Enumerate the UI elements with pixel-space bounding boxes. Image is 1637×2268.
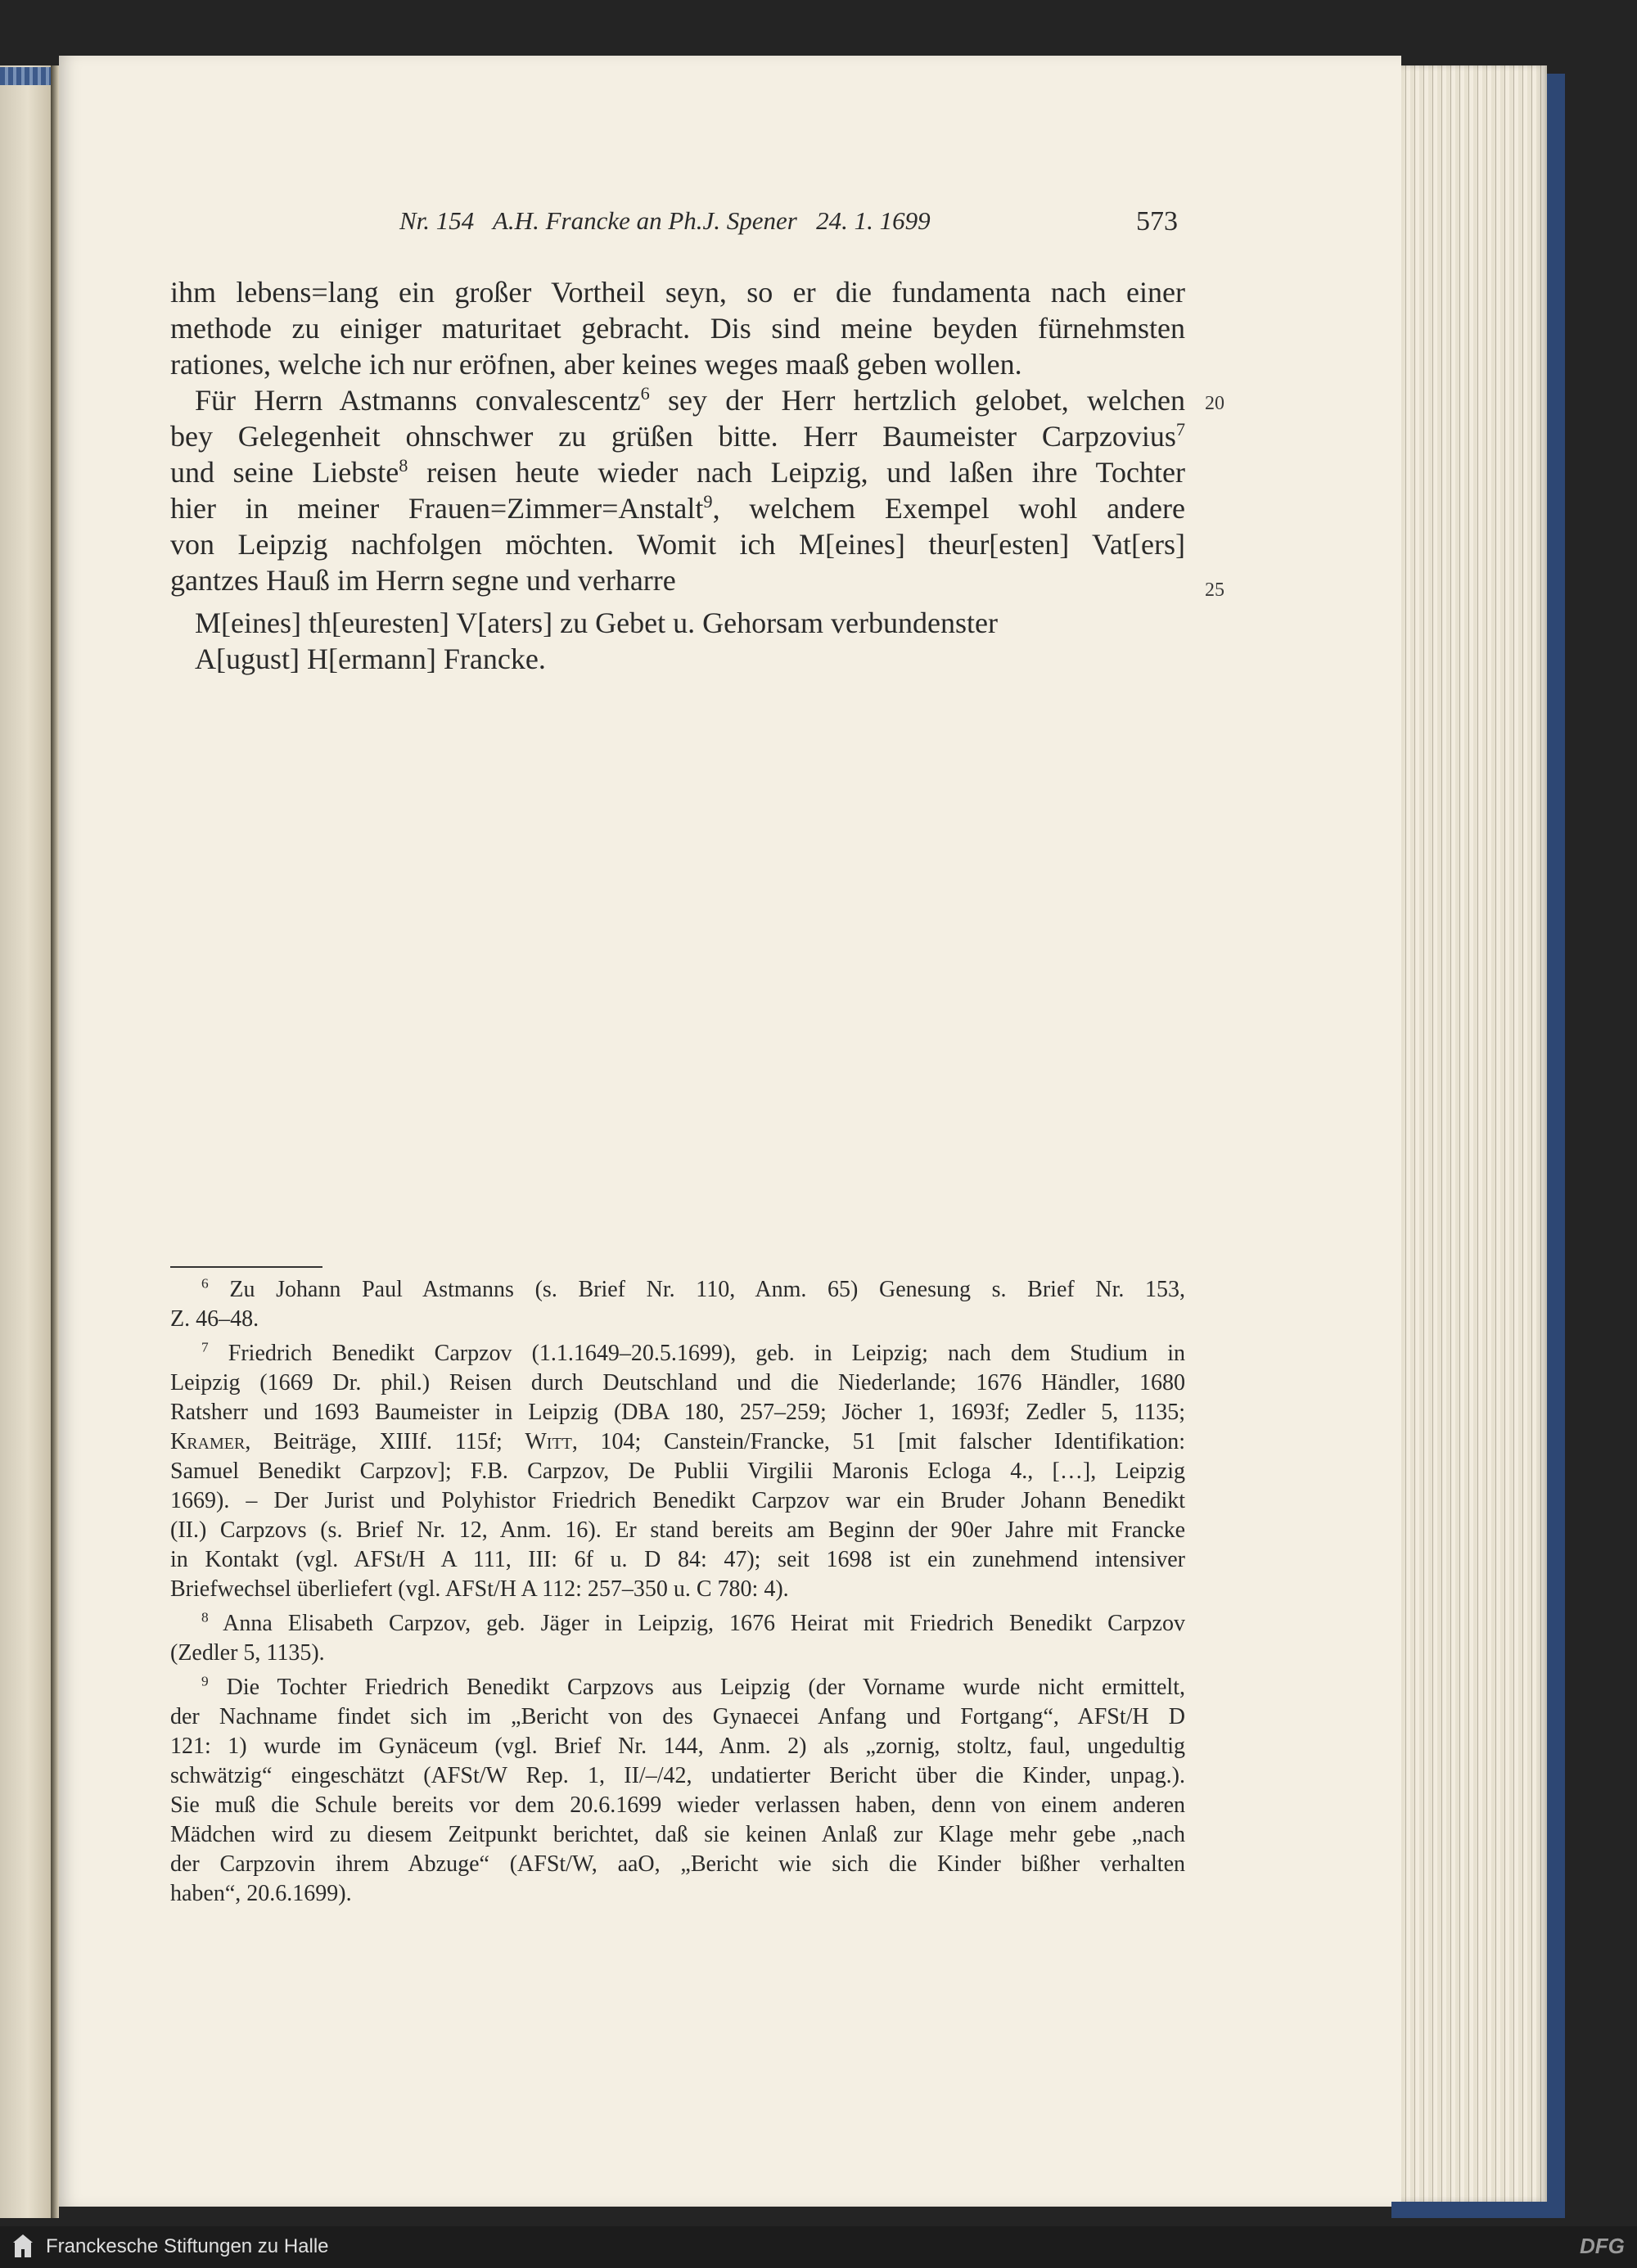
footnote-line: 1669). – Der Jurist und Polyhistor Friedrich Benedikt Carpzov war ein Bruder Johann Benedikt: [170, 1488, 1185, 1513]
line-number: 20: [1205, 393, 1224, 414]
footnote-line: $^6$ Zu Johann Paul Astmanns (s. Brief Nr. 110, Anm. 65) Genesung s. Brief Nr. 153,: [201, 1275, 1185, 1302]
spine-band: [0, 67, 51, 85]
footnote-ref[interactable]: 7: [1175, 419, 1185, 440]
footnote-ref[interactable]: 6: [640, 383, 650, 404]
line-number: 25: [1205, 579, 1224, 601]
footnote-ref[interactable]: 9: [703, 491, 713, 512]
footnote-line: Sie muß die Schule bereits vor dem 20.6.1699 wieder verlassen haben, denn von einem anderen: [170, 1792, 1185, 1818]
dfg-logo: DFG: [1580, 2234, 1625, 2258]
footnote-line: (II.) Carpzovs (s. Brief Nr. 12, Anm. 16). Er stand bereits am Beginn der 90er Jahre mit Francke: [170, 1517, 1185, 1543]
footnote-marker: 9: [201, 1673, 209, 1689]
footnote-line: (Zedler 5, 1135).: [170, 1640, 325, 1666]
body-line: Für Herrn Astmanns convalescentz$^6$ sey der Herr hertzlich gelobet, welchen: [195, 383, 1185, 417]
footnote-line: Samuel Benedikt Carpzov]; F.B. Carpzov, De Publii Virgilii Maronis Ecloga 4., […], Leipzig: [170, 1459, 1185, 1484]
footnote-line: schwätzig“ eingeschätzt (AFSt/W Rep. 1, II/–/42, undatierter Bericht über die Kinder, unpag.).: [170, 1763, 1185, 1788]
body-line: von Leipzig nachfolgen möchten. Womit ich M[eines] theur[esten] Vat[ers]: [170, 528, 1185, 561]
book-cover-edge: [1547, 74, 1565, 2202]
footnote-line: Z. 46–48.: [170, 1306, 259, 1332]
footnote-line: Briefwechsel überliefert (vgl. AFSt/H A 112: 257–350 u. C 780: 4).: [170, 1576, 789, 1602]
footnote-line: 121: 1) wurde im Gynäceum (vgl. Brief Nr. 144, Anm. 2) als „zornig, stoltz, faul, ungedultig: [170, 1734, 1185, 1759]
footnote-line: Kramer, Beiträge, XIIIf. 115f; Witt, 104; Canstein/Francke, 51 [mit falscher Identifikation:: [170, 1429, 1185, 1454]
page-edges: [1401, 65, 1547, 2202]
page-number: 573: [1136, 206, 1178, 237]
book-cover-bottom: [1391, 2202, 1565, 2218]
signature-line: A[ugust] H[ermann] Francke.: [195, 643, 546, 675]
footnote-line: in Kontakt (vgl. AFSt/H A 111, III: 6f u. D 84: 47); seit 1698 ist ein zunehmend intensiver: [170, 1547, 1185, 1572]
footnote-line: der Nachname findet sich im „Bericht von des Gynaecei Anfang und Fortgang“, AFSt/H D: [170, 1704, 1185, 1729]
previous-page-edge: [0, 65, 51, 2218]
footnote-line: Leipzig (1669 Dr. phil.) Reisen durch Deutschland und die Niederlande; 1676 Händler, 1680: [170, 1370, 1185, 1396]
footnote-marker: 6: [201, 1275, 209, 1292]
footnote-line: $^8$ Anna Elisabeth Carpzov, geb. Jäger in Leipzig, 1676 Heirat mit Friedrich Benedikt Carpzov: [201, 1609, 1185, 1636]
footnote-marker: 8: [201, 1609, 209, 1625]
body-line: methode zu einiger maturitaet gebracht. Dis sind meine beyden fürnehmsten: [170, 312, 1185, 345]
institution-logo-icon[interactable]: [13, 2233, 33, 2259]
body-line: bey Gelegenheit ohnschwer zu grüßen bitte. Herr Baumeister Carpzovius$^7$: [170, 419, 1185, 453]
footnote-line: der Carpzovin ihrem Abzuge“ (AFSt/W, aaO, „Bericht wie sich die Kinder bißher verhalten: [170, 1851, 1185, 1877]
body-line: ihm lebens=lang ein großer Vortheil seyn, so er die fundamenta nach einer: [170, 276, 1185, 309]
footnote-rule: [170, 1266, 322, 1268]
body-line: gantzes Hauß im Herrn segne und verharre: [170, 564, 676, 597]
footnote-marker: 7: [201, 1339, 209, 1355]
footnote-line: $^9$ Die Tochter Friedrich Benedikt Carpzovs aus Leipzig (der Vorname wurde nicht ermittelt,: [201, 1673, 1185, 1700]
footnote-line: haben“, 20.6.1699).: [170, 1881, 352, 1906]
body-line: hier in meiner Frauen=Zimmer=Anstalt$^9$, welchem Exempel wohl andere: [170, 491, 1186, 525]
footnote-ref[interactable]: 8: [399, 455, 408, 476]
footnote-line: Mädchen wird zu diesem Zeitpunkt berichtet, daß sie keinen Anlaß zur Klage mehr gebe „nach: [170, 1822, 1185, 1847]
running-head: Nr. 154 A.H. Francke an Ph.J. Spener 24. 1. 1699: [399, 206, 931, 235]
body-line: rationes, welche ich nur eröfnen, aber keines weges maaß geben wollen.: [170, 348, 1022, 381]
footnote-line: Ratsherr und 1693 Baumeister in Leipzig (DBA 180, 257–259; Jöcher 1, 1693f; Zedler 5, 1135;: [170, 1400, 1185, 1425]
book-gutter: [51, 65, 59, 2218]
institution-name[interactable]: Franckesche Stiftungen zu Halle: [46, 2235, 329, 2257]
body-line: und seine Liebste$^8$ reisen heute wieder nach Leipzig, und laßen ihre Tochter: [170, 455, 1185, 489]
closing-line: M[eines] th[euresten] V[aters] zu Gebet u. Gehorsam verbundenster: [195, 606, 998, 639]
footnote-line: $^7$ Friedrich Benedikt Carpzov (1.1.1649–20.5.1699), geb. in Leipzig; nach dem Studium in: [201, 1339, 1186, 1366]
